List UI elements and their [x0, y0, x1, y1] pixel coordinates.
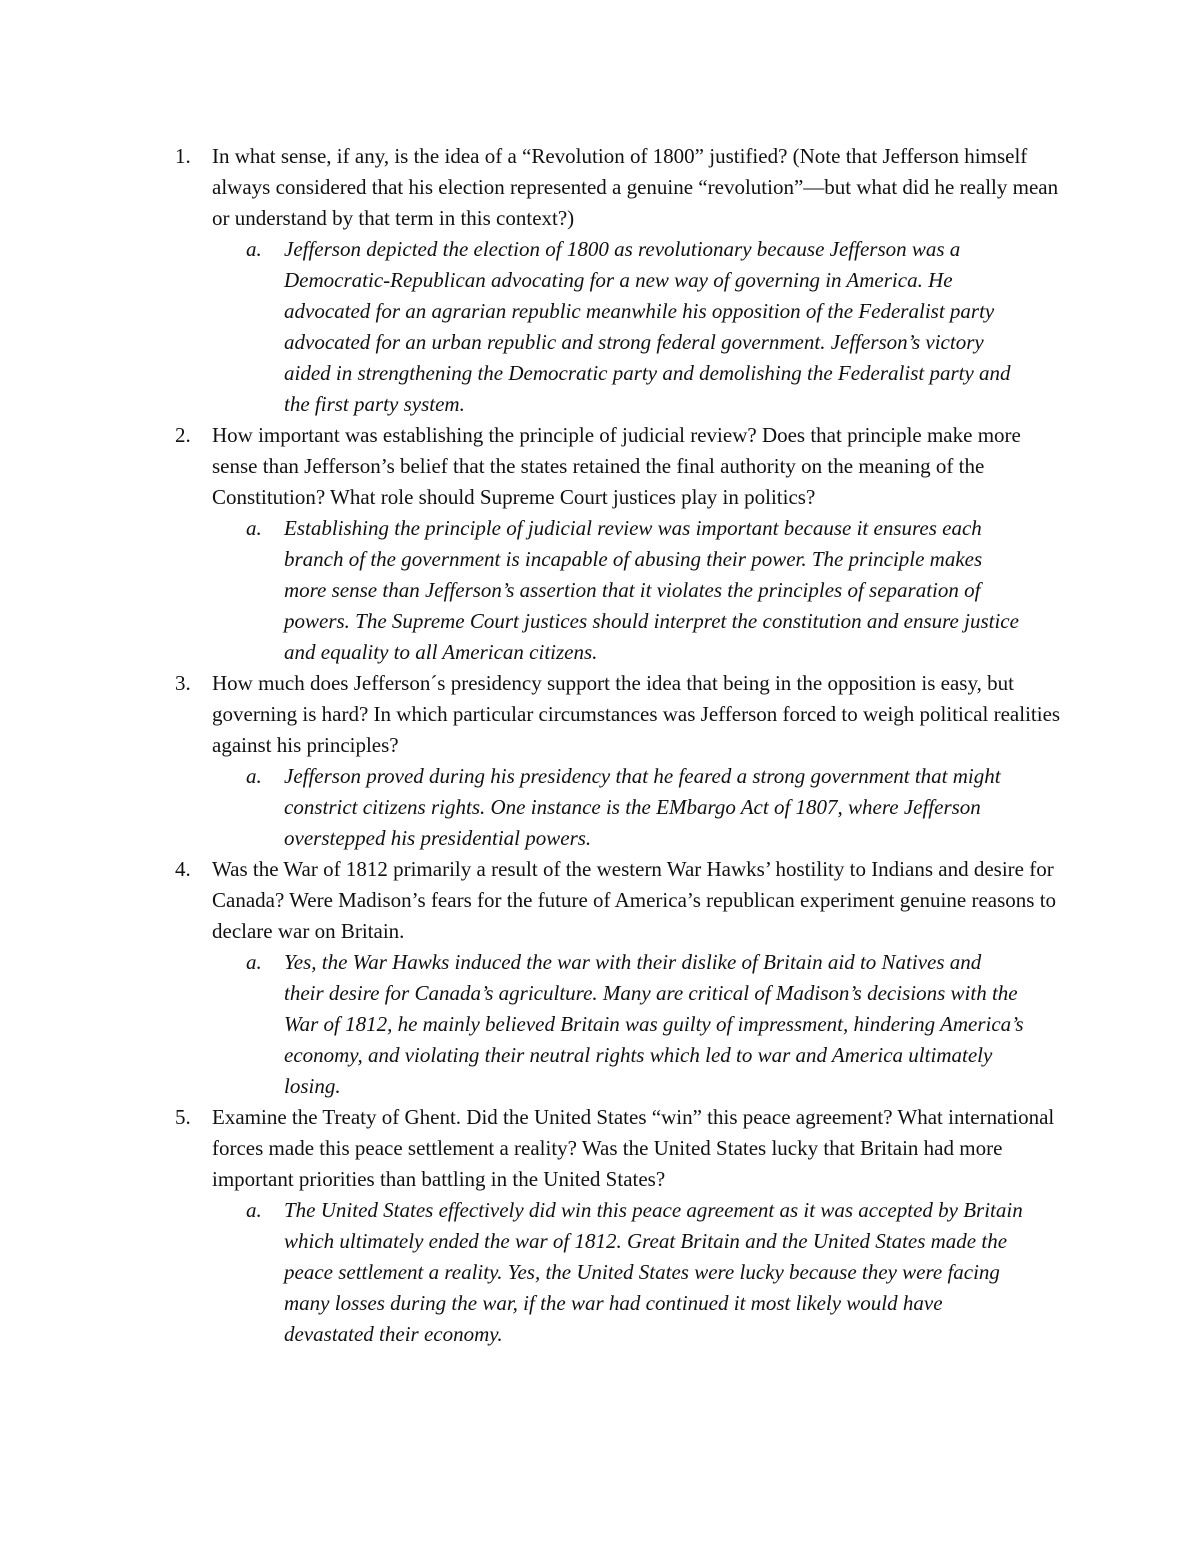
answer-text: Jefferson depicted the election of 1800 as revolutionary because Jefferson was a Democratic-Republican advocating for a new way of governing in America. He advocated for an agrarian republic meanwhile his opposition of the Federalist party advocated for an urban republic and strong federal government. Jefferson’s victory aided in strengthening the Democratic party and demolishing the Federalist party and the first party system. — [284, 237, 1011, 416]
question-item — [172, 854, 1072, 1102]
answer-text: Establishing the principle of judicial review was important because it ensures each branch of the government is incapable of abusing their power. The principle makes more sense than Jefferson’s assertion that it violates the principles of separation of powers. The Supreme Court justices should interpret the constitution and ensure justice and equality to all American citizens. — [284, 516, 1019, 664]
question-text: How important was establishing the principle of judicial review? Does that principle make more sense than Jefferson’s belief that the states retained the final authority on the meaning of the Constitution? What role should Supreme Court justices play in politics? — [212, 423, 1021, 509]
question-item — [172, 668, 1072, 854]
question-item — [172, 1102, 1072, 1350]
answer-item — [212, 947, 1072, 1102]
answer-marker: a. — [246, 516, 262, 540]
question-list — [172, 141, 1072, 1350]
question-item — [172, 141, 1072, 420]
answer-item — [212, 513, 1072, 668]
answer-item — [212, 234, 1072, 420]
answer-text: The United States effectively did win this peace agreement as it was accepted by Britain which ultimately ended the war of 1812. Great Britain and the United States made the peace settlement a reality. Yes, the United States were lucky because they were facing many losses during the war, if the war had continued it most likely would have devastated their economy. — [284, 1198, 1023, 1346]
question-text: How much does Jefferson´s presidency support the idea that being in the opposition is easy, but governing is hard? In which particular circumstances was Jefferson forced to weigh political realities against his principles? — [212, 671, 1061, 757]
answer-item — [212, 1195, 1072, 1350]
answer-marker: a. — [246, 764, 262, 788]
answer-text: Jefferson proved during his presidency that he feared a strong government that might constrict citizens rights. One instance is the EMbargo Act of 1807, where Jefferson overstepped his presidential powers. — [284, 764, 1001, 850]
question-number: 5. — [175, 1105, 191, 1129]
question-text: Examine the Treaty of Ghent. Did the United States “win” this peace agreement? What international forces made this peace settlement a reality? Was the United States lucky that Britain had more important priorities than battling in the United States? — [212, 1105, 1055, 1191]
question-number: 4. — [175, 857, 191, 881]
question-number: 3. — [175, 671, 191, 695]
answer-marker: a. — [246, 1198, 262, 1222]
answer-item — [212, 761, 1072, 854]
question-number: 1. — [175, 144, 191, 168]
question-number: 2. — [175, 423, 191, 447]
answer-text: Yes, the War Hawks induced the war with their dislike of Britain aid to Natives and their desire for Canada’s agriculture. Many are critical of Madison’s decisions with the War of 1812, he mainly believed Britain was guilty of impressment, hindering America’s economy, and violating their neutral rights which led to war and America ultimately losing. — [284, 950, 1024, 1098]
question-text: In what sense, if any, is the idea of a “Revolution of 1800” justified? (Note that Jefferson himself always considered that his election represented a genuine “revolution”—but what did he really mean or understand by that term in this context?) — [212, 144, 1059, 230]
question-item — [172, 420, 1072, 668]
answer-marker: a. — [246, 950, 262, 974]
question-text: Was the War of 1812 primarily a result of the western War Hawks’ hostility to Indians and desire for Canada? Were Madison’s fears for the future of America’s republican experiment genuine reasons to declare war on Britain. — [212, 857, 1057, 943]
answer-marker: a. — [246, 237, 262, 261]
